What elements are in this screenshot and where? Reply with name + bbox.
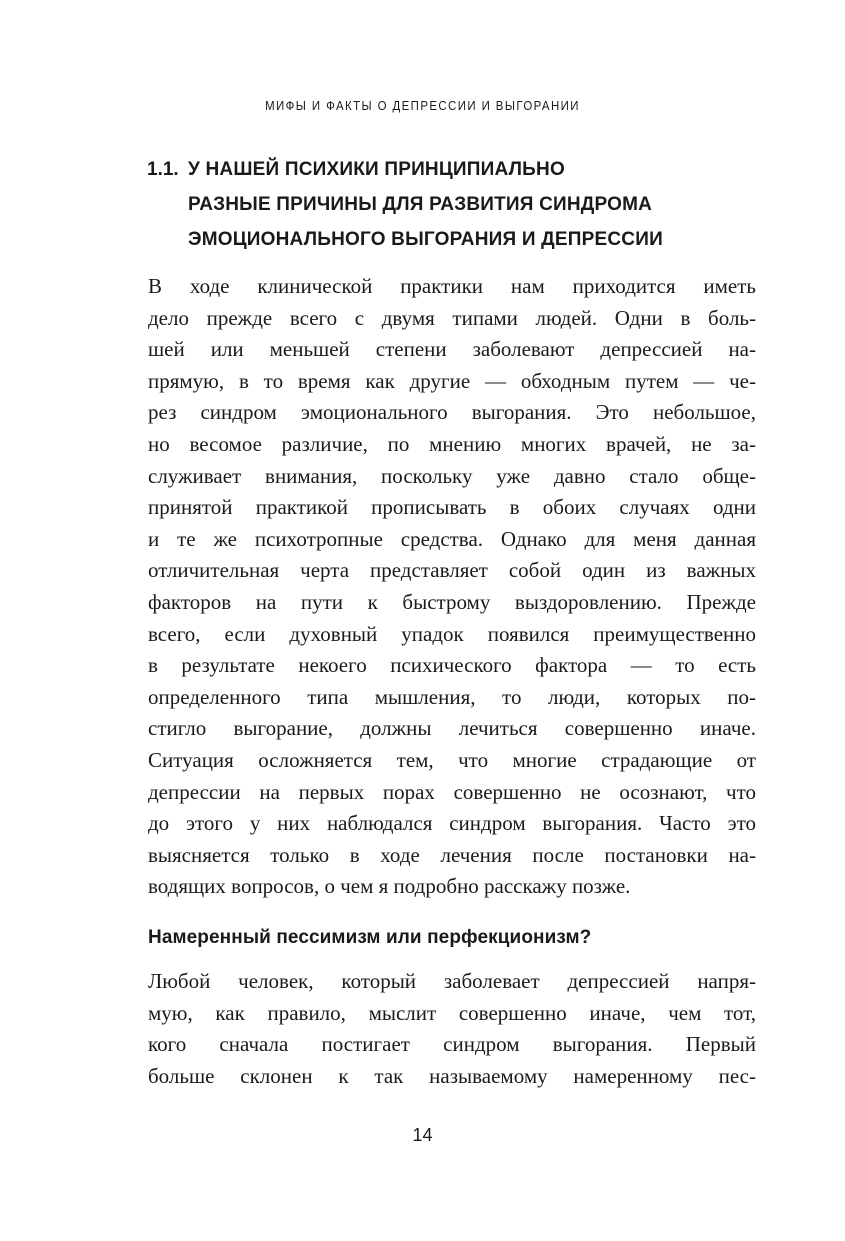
subheading: Намеренный пессимизм или перфекционизм? [148,927,592,948]
text-line: в результате некоего психического фактора — то есть [148,653,756,678]
text-line: Ситуация осложняется тем, что многие страдающие от [148,747,756,772]
section-title-line: У НАШЕЙ ПСИХИКИ ПРИНЦИПИАЛЬНО [188,159,565,180]
section-number: 1.1. [147,159,179,180]
text-line: шей или меньшей степени заболевают депрессией на- [148,337,756,362]
text-line: до этого у них наблюдался синдром выгорания. Часто это [148,811,756,836]
text-line: Любой человек, который заболевает депрессией напря- [148,969,756,993]
text-line: выясняется только в ходе лечения после постановки на- [148,842,756,867]
text-line: и те же психотропные средства. Однако для меня данная [148,526,756,551]
paragraph-1 [148,271,756,903]
text-line: дело прежде всего с двумя типами людей. Одни в боль- [148,305,756,330]
text-line: мую, как правило, мыслит совершенно иначе, чем тот, [148,1000,756,1025]
text-line: кого сначала постигает синдром выгорания. Первый [148,1032,756,1057]
section-title-line: ЭМОЦИОНАЛЬНОГО ВЫГОРАНИЯ И ДЕПРЕССИИ [188,229,663,250]
text-line: прямую, в то время как другие — обходным путем — че- [148,368,756,393]
text-line: определенного типа мышления, то люди, которых по- [148,684,756,709]
paragraph-2 [148,966,756,1092]
text-line: факторов на пути к быстрому выздоровлению. Прежде [148,589,756,614]
section-title-line: РАЗНЫЕ ПРИЧИНЫ ДЛЯ РАЗВИТИЯ СИНДРОМА [188,194,653,215]
running-header: МИФЫ И ФАКТЫ О ДЕПРЕССИИ И ВЫГОРАНИИ [265,98,580,113]
page-number: 14 [412,1125,433,1145]
text-line: стигло выгорание, должны лечиться совершенно иначе. [148,716,756,741]
text-line: но весомое различие, по мнению многих врачей, не за- [148,431,756,456]
text-line: принятой практикой прописывать в обоих случаях одни [148,495,756,520]
text-line: больше склонен к так называемому намеренному пес- [148,1063,756,1088]
text-line: водящих вопросов, о чем я подробно расскажу позже. [148,874,631,899]
text-line: В ходе клинической практики нам приходится иметь [148,274,756,298]
section-heading [147,152,767,257]
text-line: всего, если духовный упадок появился преимущественно [148,621,756,646]
text-line: отличительная черта представляет собой один из важных [148,558,756,583]
section-title [188,152,663,257]
text-line: депрессии на первых порах совершенно не осознают, что [148,779,756,804]
text-line: рез синдром эмоционального выгорания. Это небольшое, [148,400,756,425]
text-line: служивает внимания, поскольку уже давно стало обще- [148,463,756,488]
